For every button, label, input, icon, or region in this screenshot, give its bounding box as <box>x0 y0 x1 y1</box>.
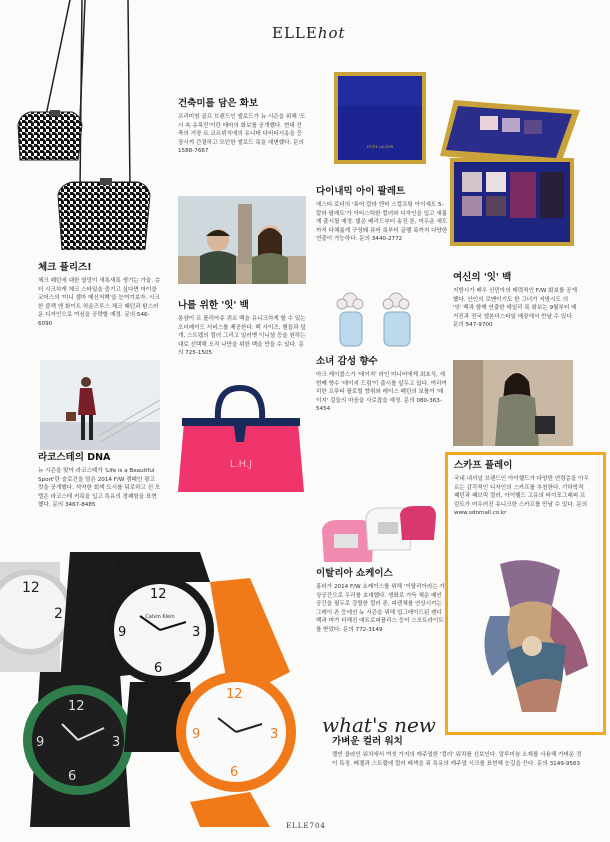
watch-brand: Calvin Klein <box>145 614 175 620</box>
eyeshadow-compact-photo <box>332 70 428 166</box>
lacoste-campaign-photo <box>40 360 160 450</box>
givenchy-campaign-photo <box>453 360 573 446</box>
article-title: 소녀 감성 향수 <box>316 356 378 367</box>
article-title: 이탈리아 쇼케이스 <box>316 568 393 579</box>
article-yeosin <box>453 272 577 330</box>
article-architecture <box>178 98 306 156</box>
article-body: 뉴 시즌을 맞아 라코스테가 'Life is a Beautiful Sport'란 슬로건을 담은 2014 F/W 캠페인 광고 컷을 공개했다. 석약한 회색 도시를 뒤로하고 선 모델은 라코스테 키룩을 입고 특유의 경쾌함을 표현했다. 문의 3467-8485 <box>38 468 161 509</box>
article-body: 지방시가 배우 신민아의 매력적인 F/W 화보를 공개했다. 안인의 로맨이기도 한 그녀가 지방시도 의 '잇' 백과 함께 연출한 데일리 룩 화보는 9월부터 매거진과 전국 엘본더스타일 매장에서 만날 수 있다. 문의 547-9700 <box>453 288 577 329</box>
svg-text:12: 12 <box>150 587 167 602</box>
scarf-photo <box>470 556 594 716</box>
page-folio: ELLE704 <box>286 822 326 830</box>
article-perfume <box>316 356 448 414</box>
furla-bags-photo <box>318 500 438 568</box>
watches-photo <box>0 552 300 827</box>
svg-text:6: 6 <box>230 765 239 780</box>
open-palette-photo <box>440 100 580 248</box>
article-title: 라코스테의 DNA <box>38 452 111 463</box>
svg-text:6: 6 <box>154 661 163 676</box>
article-body: 프리미엄 골프 브랜드인 엘로드가 뉴 시즌을 위해 '도시 속 유목민'이란 테마의 화보를 공개했다. 현대 건축의 거장 르 코르뷔지에의 유니테 다비타시옹을 등장시켜 간결하고 모던한 엘로드 룩을 대변했다. 문의 1588-7667 <box>178 114 306 155</box>
svg-text:12: 12 <box>226 687 243 702</box>
bag-monogram: L.H.J <box>229 459 253 470</box>
magazine-brand: ELLE <box>272 24 318 42</box>
article-body: 에스티 로더의 '퓨어 칼라 엔비 스컬프팅 아이섀도 5-칼라 팔레트'가 아티스틱한 컬러와 디자인을 입고 새롭게 출시될 예정. 빛은 베리드부터 송진 톤, 어두운 섀도까지 다채롭게 구성돼 퓨어 룩부터 글램 룩까지 다양한 연출이 가능하다. 문의 3440-2772 <box>316 202 448 243</box>
article-check <box>38 262 162 329</box>
article-title: 나를 위한 '잇' 백 <box>178 300 249 311</box>
svg-text:3: 3 <box>270 727 279 742</box>
article-title: 가벼운 컬러 워치 <box>332 736 403 747</box>
article-my-bag <box>178 300 306 358</box>
longchamp-bag-photo <box>178 382 308 500</box>
svg-text:12: 12 <box>68 699 85 714</box>
whats-new-label: what's new <box>322 713 436 737</box>
article-watch <box>332 736 582 768</box>
svg-text:12: 12 <box>22 580 40 596</box>
article-body: 마크 제이콥스가 '데이지' 라인 미니어에게 최초식, 세 번째 향수 '데이지 드림'이 출시를 앞두고 있다. 여리여리한 프루티 플로럴 향취와 레이스 패턴의 보틀이 '데이지' 걸들의 마음을 사로잡을 예정. 문의 080-363-5454 <box>316 372 447 413</box>
article-title: 여신의 '잇' 백 <box>453 272 512 283</box>
whats-new-script <box>322 712 446 738</box>
article-scarf <box>454 460 590 518</box>
section-name: hot <box>317 24 346 42</box>
elord-campaign-photo <box>178 196 306 284</box>
svg-text:9: 9 <box>192 727 201 742</box>
page-header <box>272 24 346 42</box>
perfume-bottles-photo <box>336 290 426 350</box>
article-body: 롱샴이 르 플리아쥬 퀴르 백을 유니크하게 할 수 있는 오더메이드 서비스를 제공한다. 백 사이즈, 핸들과 덮개, 스트랩의 컬러 그리고 일러벳 이니셜 등을 원하는 대로 선택해 오직 나만을 위한 백을 만들 수 있다. 문의 725-1505 <box>178 316 306 357</box>
article-title: 체크 플리즈! <box>38 262 92 273</box>
svg-text:3: 3 <box>112 735 121 750</box>
svg-text:9: 9 <box>118 625 127 640</box>
article-title: 스카프 플레이 <box>454 460 513 471</box>
svg-text:2: 2 <box>54 606 63 622</box>
article-italia <box>316 568 448 635</box>
houndstooth-bags-photo <box>10 0 160 250</box>
article-body: 홍라가 2014 F/W 쇼케이스를 위해 '이탈리아라는 가상공간으로 우리를 초대했다. 생화로 가득 채운 메인 공간을 필두로 강렬한 컬러 존, 피렌체를 연상시키는 그레이 존 등에선 뉴 시즌을 위해 업그레이드된 캔디 백과 머가 더해진 애트로퍼플리스 등이 스포트라이트를 받았다. 문의 772-3149 <box>316 584 445 633</box>
article-dna <box>38 452 162 510</box>
svg-text:9: 9 <box>36 735 45 750</box>
article-body: 캘빈 클라인 워치에서 여섯 가지의 캐주얼한 '컬러' 워치를 선보인다. 알루미늄 소재를 사용해 가벼운 것이 특징. 베젤과 스트랩에 컬러 배색을 줘 특유의 캐주얼 시크를 표현해 눈길을 끈다. 문의 3149-9563 <box>332 752 582 767</box>
article-title: 다이내믹 아이 팔레트 <box>316 186 406 197</box>
article-body: 국내 내셔널 브랜드인 아이헬드가 다양한 연령층을 아우르는 감각적인 디자인의 스카프를 추천한다. 기하학적 패턴과 패브릭 컬러, 아이헬드 고유의 타이포그래피 프린트가 어우러진 유니크한 스카프를 만날 수 있다. 문의 www.sdnmall.co.kr <box>454 476 589 517</box>
svg-text:6: 6 <box>68 769 77 784</box>
article-eye-palette <box>316 186 448 244</box>
svg-text:3: 3 <box>192 625 201 640</box>
compact-brand: ESTÉE LAUDER <box>366 145 394 149</box>
article-body: 체크 패턴에 대한 열망이 새록새록 생기는 가을. 층 더 시크하게 체크 스타일을 즐기고 싶다면 마이클 코어스의 '미니 셀마 메신저백'을 눈여겨보자. 시크한 블랙 앤 화이트 하운즈투스 체크 패턴과 탐스러운 디자인으로 여심을 공략할 예정. 문의 546-6090 <box>38 278 161 327</box>
article-title: 건축미를 담은 화보 <box>178 98 259 109</box>
